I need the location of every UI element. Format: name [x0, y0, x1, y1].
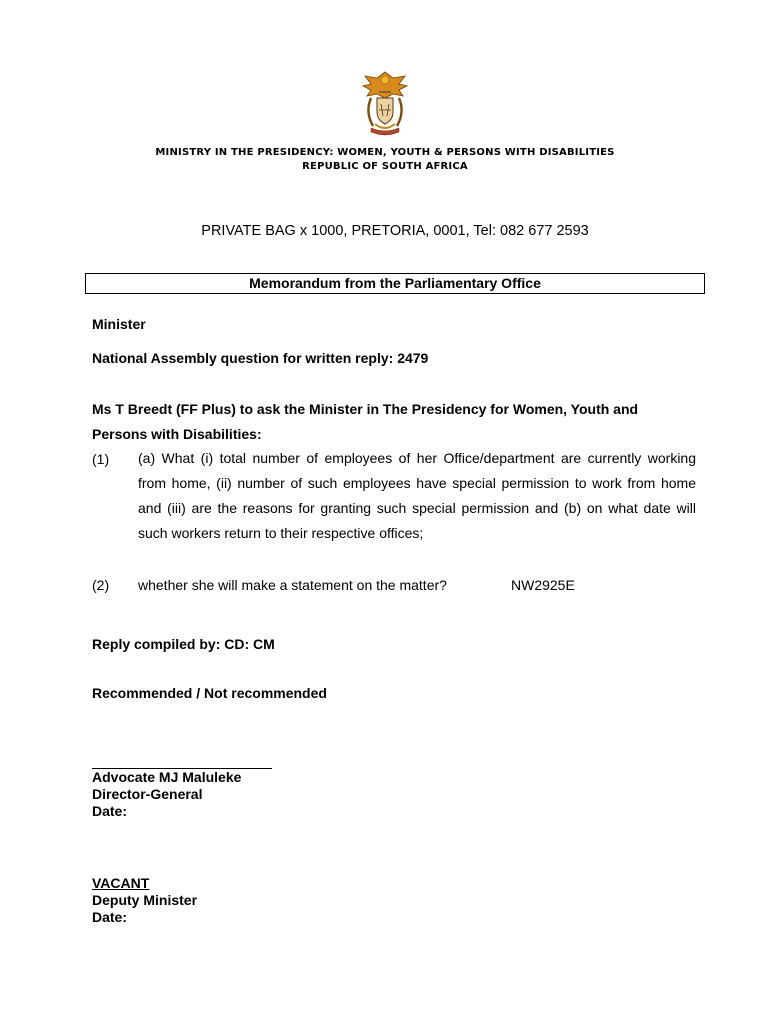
recommendation-options: Recommended / Not recommended	[92, 685, 327, 701]
country-name: REPUBLIC OF SOUTH AFRICA	[302, 161, 468, 172]
coat-of-arms-icon	[357, 68, 413, 136]
signatory-name: VACANT	[92, 875, 150, 891]
date-label: Date:	[92, 803, 128, 819]
signatory-name: Advocate MJ Maluleke	[92, 769, 242, 785]
asker-line-2: Persons with Disabilities:	[92, 426, 262, 442]
question-number: (2)	[92, 577, 110, 593]
question-reference: National Assembly question for written reply: 2479	[92, 350, 429, 366]
question-text: whether she will make a statement on the matter?	[138, 577, 447, 593]
postal-address: PRIVATE BAG x 1000, PRETORIA, 0001, Tel: 082 677 2593	[201, 223, 589, 239]
date-label: Date:	[92, 909, 128, 925]
reply-compiled-by: Reply compiled by: CD: CM	[92, 636, 275, 652]
memo-title: Memorandum from the Parliamentary Office	[85, 273, 705, 294]
asker-line-1: Ms T Breedt (FF Plus) to ask the Minister in The Presidency for Women, Youth and	[92, 401, 639, 417]
signatory-title: Deputy Minister	[92, 892, 198, 908]
question-code: NW2925E	[511, 577, 575, 593]
ministry-name: MINISTRY IN THE PRESIDENCY: WOMEN, YOUTH & PERSONS WITH DISABILITIES	[155, 147, 615, 158]
signatory-title: Director-General	[92, 786, 203, 802]
addressee: Minister	[92, 316, 146, 332]
question-text: (a) What (i) total number of employees of her Office/department are currently working from home, (ii) number of such employees have special permission to work from home and (iii) are the reasons for granting such special permission and (b) on what date will such workers return to their respective offices;	[138, 450, 696, 541]
question-number: (1)	[92, 451, 110, 467]
